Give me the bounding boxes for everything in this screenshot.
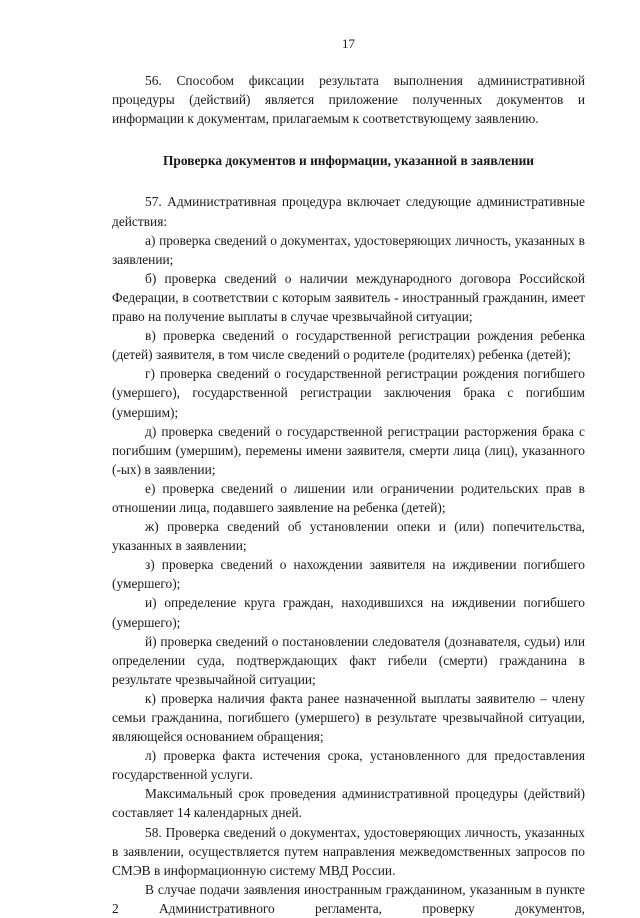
list-item: е) проверка сведений о лишении или ограничении родительских прав в отношении лица, подавшего заявление на ребенка (детей); <box>112 480 585 515</box>
paragraph-58-foreign: В случае подачи заявления иностранным гражданином, указанным в пункте 2 Административного регламента, проверку документов, <box>112 881 585 916</box>
list-item: и) определение круга граждан, находившихся на иждивении погибшего (умершего); <box>112 595 585 630</box>
list-item: й) проверка сведений о постановлении следователя (дознавателя, судьи) или определении суда, подтверждающих факт гибели (смерти) гражданина в результате чрезвычайной ситуации; <box>112 633 585 687</box>
list-item: а) проверка сведений о документах, удостоверяющих личность, указанных в заявлении; <box>112 232 585 267</box>
paragraph-57-max-term: Максимальный срок проведения административной процедуры (действий) составляет 14 календарных дней. <box>112 786 585 821</box>
paragraph-57-list <box>112 231 585 785</box>
list-item: г) проверка сведений о государственной регистрации рождения погибшего (умершего), государственной регистрации заключения брака с погибшим (умершим); <box>112 366 585 420</box>
paragraph-57-intro: 57. Административная процедура включает следующие административные действия: <box>112 194 585 229</box>
paragraph-56: 56. Способом фиксации результата выполнения административной процедуры (действий) является приложение полученных документов и информации к документам, прилагаемым к соответствующему заявлению. <box>112 73 585 127</box>
paragraph-58: 58. Проверка сведений о документах, удостоверяющих личность, указанных в заявлении, осуществляется путем направления межведомственных запросов по СМЭВ в информационную систему МВД России. <box>112 824 585 878</box>
list-item: б) проверка сведений о наличии международного договора Российской Федерации, в соответствии с которым заявитель - иностранный гражданин, имеет право на получение выплаты в случае чрезвычайной ситуации; <box>112 270 585 325</box>
list-item: в) проверка сведений о государственной регистрации рождения ребенка (детей) заявителя, в том числе сведений о родителе (родителях) ребенка (детей); <box>112 328 585 363</box>
list-item: к) проверка наличия факта ранее назначенной выплаты заявителю – члену семьи гражданина, погибшего (умершего) в результате чрезвычайной ситуации, являющейся основанием обращения; <box>112 690 585 745</box>
list-item: л) проверка факта истечения срока, установленного для предоставления государственной услуги. <box>112 748 585 783</box>
page-number: 17 <box>342 36 355 51</box>
list-item: ж) проверка сведений об установлении опеки и (или) попечительства, указанных в заявлении; <box>112 519 585 554</box>
section-heading: Проверка документов и информации, указанной в заявлении <box>162 153 535 169</box>
list-item: з) проверка сведений о нахождении заявителя на иждивении погибшего (умершего); <box>112 557 585 592</box>
list-item: д) проверка сведений о государственной регистрации расторжения брака с погибшим (умершим), перемены имени заявителя, смерти лица (лиц), указанного (-ых) в заявлении; <box>112 423 585 477</box>
